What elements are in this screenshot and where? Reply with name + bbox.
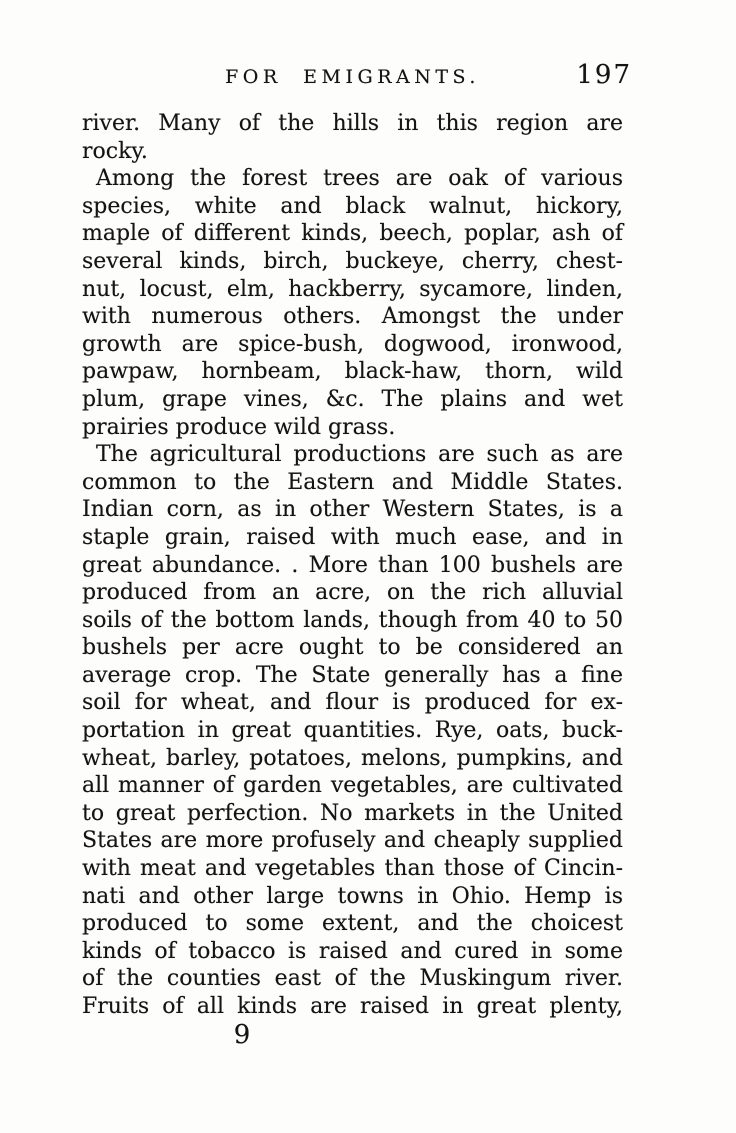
text-line: Among the forest trees are oak of various [96, 166, 623, 192]
text-line: with meat and vegetables than those of Cincin- [82, 856, 623, 882]
text-line: to great perfection. No markets in the United [82, 800, 623, 826]
text-line: maple of different kinds, beech, poplar, ash of [82, 221, 623, 247]
text-line: of the counties east of the Muskingum river. [82, 966, 623, 992]
text-line: soils of the bottom lands, though from 40 to 50 [82, 607, 623, 633]
signature-mark: 9 [233, 1020, 251, 1050]
text-line: prairies produce wild grass. [82, 414, 396, 440]
text-line: produced from an acre, on the rich alluvial [82, 580, 623, 606]
text-line: with numerous others. Amongst the under [82, 304, 623, 330]
text-line: plum, grape vines, &c. The plains and wet [82, 386, 623, 412]
text-line: wheat, barley, potatoes, melons, pumpkins, and [82, 745, 623, 771]
text-line: The agricultural productions are such as are [96, 442, 623, 468]
text-line: kinds of tobacco is raised and cured in some [82, 938, 623, 964]
text-line: Fruits of all kinds are raised in great plenty, [82, 994, 623, 1019]
text-line: growth are spice-bush, dogwood, ironwood, [82, 331, 623, 357]
text-line: bushels per acre ought to be considered an [82, 635, 623, 661]
page-header [82, 60, 632, 95]
body-text [82, 110, 623, 1021]
text-line: soil for wheat, and flour is produced for ex- [82, 690, 623, 716]
text-line: rocky. [82, 138, 148, 164]
text-line: staple grain, raised with much ease, and in [82, 524, 623, 550]
text-line: pawpaw, hornbeam, black-haw, thorn, wild [82, 359, 623, 385]
text-line: all manner of garden vegetables, are cultivated [82, 773, 623, 799]
text-line: Indian corn, as in other Western States, is a [82, 497, 623, 523]
text-line: nut, locust, elm, hackberry, sycamore, linden, [82, 276, 623, 302]
text-line: river. Many of the hills in this region are [82, 111, 623, 136]
page-number: 197 [576, 60, 632, 90]
text-line: common to the Eastern and Middle States. [82, 469, 623, 495]
text-line: several kinds, birch, buckeye, cherry, chest- [82, 248, 623, 274]
text-line: nati and other large towns in Ohio. Hemp is [82, 883, 623, 909]
running-header-title: FOR EMIGRANTS. [225, 66, 480, 88]
text-line: produced to some extent, and the choicest [82, 911, 623, 937]
text-line: average crop. The State generally has a fine [82, 662, 623, 688]
text-line: great abundance. . More than 100 bushels are [82, 552, 623, 578]
text-line: portation in great quantities. Rye, oats, buck- [82, 718, 623, 744]
text-line: species, white and black walnut, hickory, [82, 193, 623, 219]
text-line: States are more profusely and cheaply supplied [82, 828, 623, 854]
